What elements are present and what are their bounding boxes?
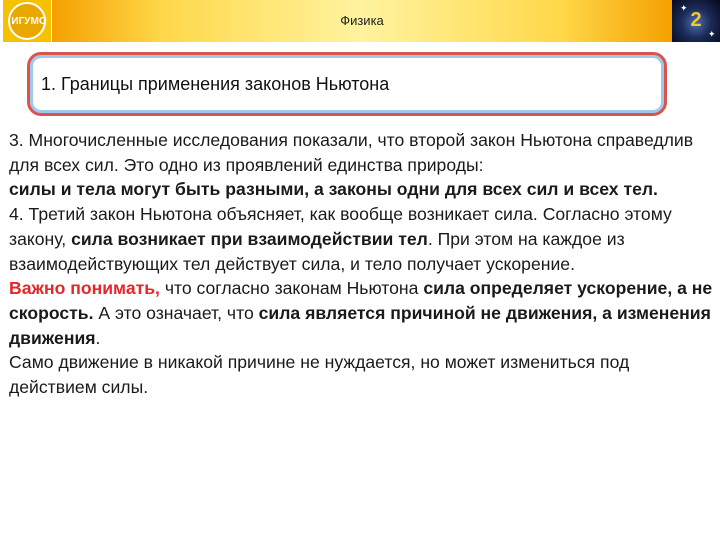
paragraph-4-bold: сила возникает при взаимодействии тел xyxy=(71,228,428,249)
subject-title: Физика xyxy=(340,13,384,28)
paragraph-5-bold-2: сила является причиной не движения, а изменения движения xyxy=(9,302,711,348)
paragraph-5-end: . xyxy=(95,327,101,348)
logo-text: ИГУМО xyxy=(11,16,47,27)
important-label: Важно понимать, xyxy=(9,278,160,299)
paragraph-5-text: что согласно законам Ньютона xyxy=(159,278,424,299)
star-icon: ✦ xyxy=(680,4,688,14)
paragraph-5-bold: сила определяет ускорение, а не скорость. xyxy=(9,278,713,323)
paragraph-3-bold: силы и тела могут быть разными, а законы одни для всех сил и всех тел. xyxy=(9,179,658,200)
paragraph-4-text: 4. Третий закон Ньютона объясняет, как вообще возникает сила. Согласно этому закону, xyxy=(9,204,672,249)
paragraph-4 xyxy=(9,202,715,276)
slide-title: 1. Границы применения законов Ньютона xyxy=(41,74,390,94)
slide-body xyxy=(9,128,715,400)
logo-emblem xyxy=(8,2,46,40)
top-bar xyxy=(0,0,720,42)
page-number: 2 xyxy=(690,9,702,31)
paragraph-3 xyxy=(9,128,715,202)
page-number-box xyxy=(672,0,720,42)
paragraph-4-text-end: . При этом на каждое из взаимодействующих тел действует сила, и тело получает ускорение. xyxy=(9,228,625,274)
logo xyxy=(3,0,51,42)
paragraph-5 xyxy=(9,276,715,350)
paragraph-3-text: 3. Многочисленные исследования показали, что второй закон Ньютона справедлив для всех сил. Это одно из проявлений единства природы: xyxy=(9,130,694,175)
slide-title-box xyxy=(27,52,667,116)
star-icon: ✦ xyxy=(708,30,716,40)
paragraph-5-text-2: А это означает, что xyxy=(93,302,259,323)
paragraph-6: Само движение в никакой причине не нуждается, но может измениться под действием силы. xyxy=(9,352,630,398)
